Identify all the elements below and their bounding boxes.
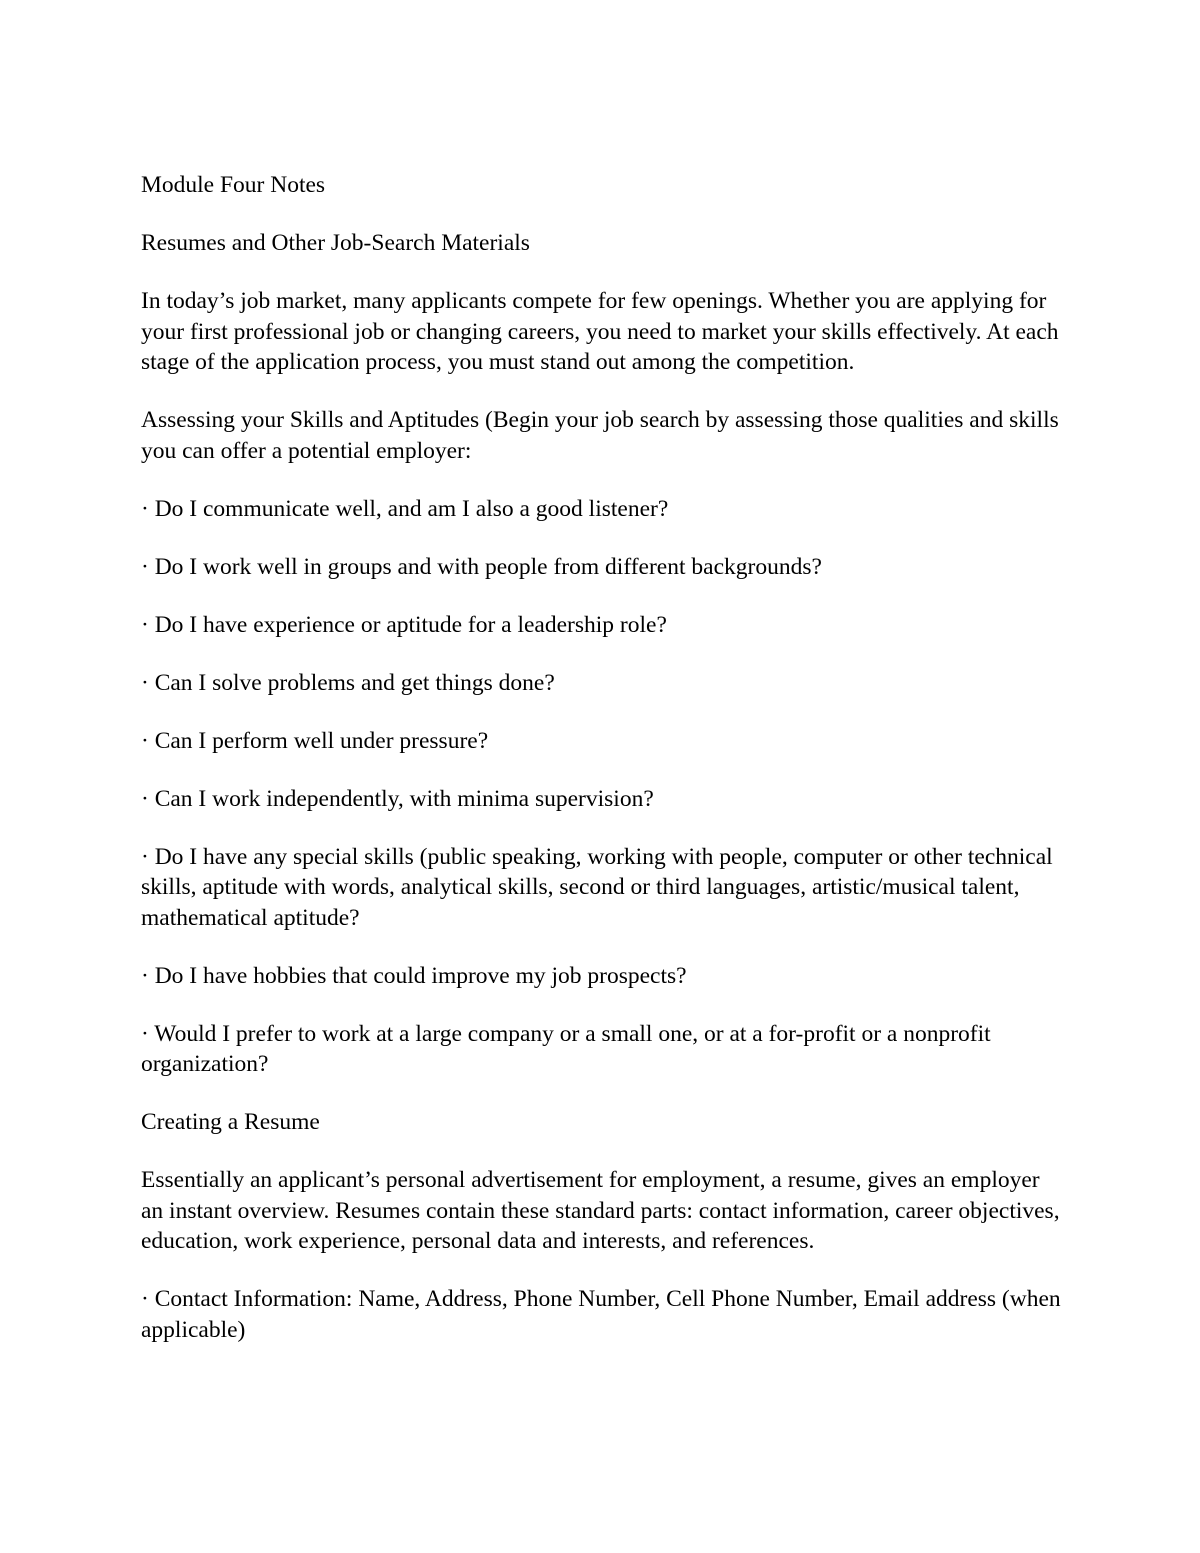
list-item	[141, 494, 1061, 525]
bullet-dot: ·	[141, 1286, 149, 1312]
list-item-text: Do I have experience or aptitude for a leadership role?	[154, 611, 667, 638]
document-title: Module Four Notes	[141, 172, 326, 198]
bullet-dot: ·	[141, 843, 149, 870]
document-page	[141, 170, 1061, 1373]
list-item	[141, 961, 1061, 992]
document-subtitle: Resumes and Other Job-Search Materials	[141, 230, 530, 256]
bullet-dot: ·	[141, 553, 149, 580]
list-item	[141, 726, 1061, 757]
list-item	[141, 668, 1061, 699]
resume-paragraph: Essentially an applicant’s personal advertisement for employment, a resume, gives an employer an instant overview. Resumes contain these standard parts: contact information, career objectives, education, work experience, personal data and interests, and references.	[141, 1167, 1060, 1254]
bullet-dot: ·	[141, 611, 149, 638]
list-item	[141, 1019, 1061, 1080]
list-item	[141, 610, 1061, 641]
assessing-paragraph: Assessing your Skills and Aptitudes (Begin your job search by assessing those qualities and skills you can offer a potential employer:	[141, 407, 1059, 464]
list-item-text: Can I work independently, with minima supervision?	[154, 785, 654, 812]
list-item-text: Do I work well in groups and with people from different backgrounds?	[154, 553, 822, 580]
list-item-text: Do I have hobbies that could improve my job prospects?	[154, 962, 687, 989]
bullet-dot: ·	[141, 1020, 149, 1047]
bullet-dot: ·	[141, 495, 149, 522]
intro-paragraph: In today’s job market, many applicants compete for few openings. Whether you are applying for your first professional job or changing careers, you need to market your skills effectively. At each stage of the application process, you must stand out among the competition.	[141, 288, 1059, 375]
list-item-text: Do I communicate well, and am I also a good listener?	[154, 495, 669, 522]
list-item	[141, 552, 1061, 583]
list-item-text: Do I have any special skills (public speaking, working with people, computer or other technical skills, aptitude with words, analytical skills, second or third languages, artistic/musical talent, mathematical aptitude?	[141, 843, 1053, 931]
bullet-dot: ·	[141, 785, 149, 812]
list-item-text: Contact Information: Name, Address, Phone Number, Cell Phone Number, Email address (when applicable)	[141, 1286, 1061, 1343]
section-heading: Creating a Resume	[141, 1109, 320, 1135]
bullet-dot: ·	[141, 669, 149, 696]
list-item	[141, 842, 1061, 934]
contact-list-item	[141, 1284, 1061, 1345]
bullet-dot: ·	[141, 727, 149, 754]
list-item-text: Can I solve problems and get things done?	[154, 669, 555, 696]
list-item	[141, 784, 1061, 815]
list-item-text: Can I perform well under pressure?	[154, 727, 489, 754]
question-list	[141, 494, 1061, 1080]
list-item-text: Would I prefer to work at a large company or a small one, or at a for-profit or a nonprofit organization?	[141, 1020, 991, 1077]
bullet-dot: ·	[141, 962, 149, 989]
